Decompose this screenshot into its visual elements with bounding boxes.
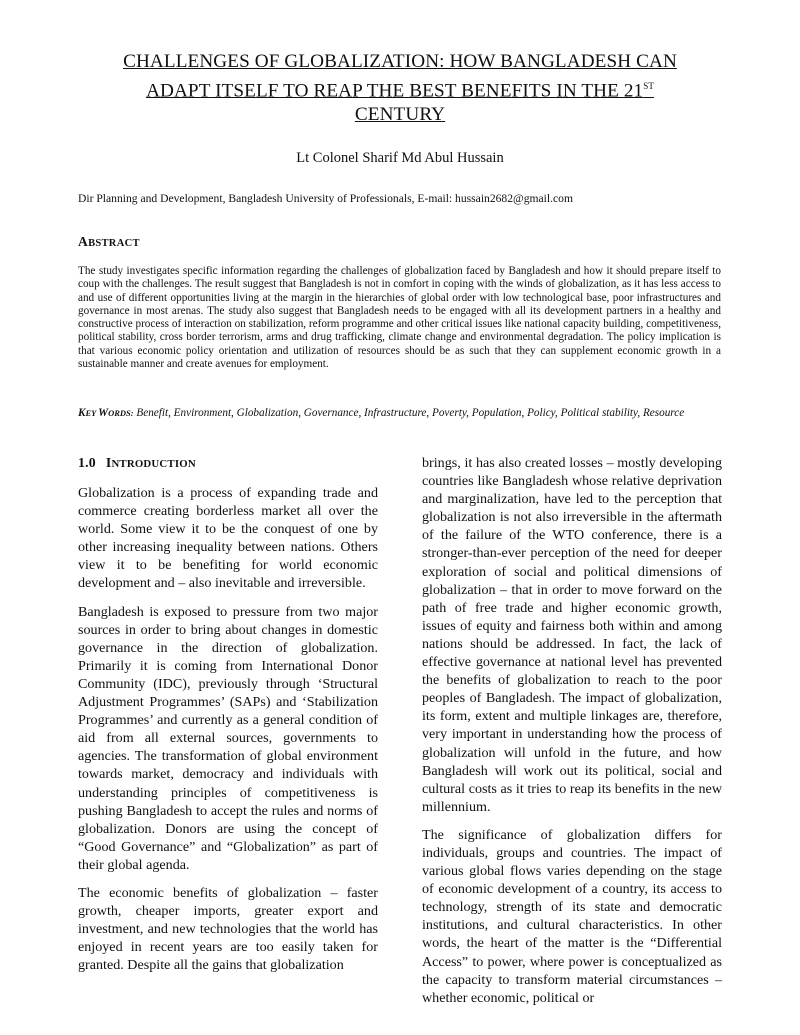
section-heading [78,454,378,474]
left-column [78,454,378,984]
author-affiliation: Dir Planning and Development, Bangladesh University of Professionals, E-mail: hussain2682@gmail.com [78,192,573,205]
title-line-2 [60,74,740,103]
keywords [78,406,721,420]
paragraph: Globalization is a process of expanding trade and commerce creating borderless market all over the world. Some view it to be the conquest of one by other increasing inequality between nations. Others view it to be benefiting for world economic development and – also inevitable and irreversible. [78,485,378,592]
abstract-heading-initial: A [78,234,89,249]
section-number: 1.0 [78,455,96,470]
keywords-label [78,407,134,419]
author-name: Lt Colonel Sharif Md Abul Hussain [296,150,504,166]
paper-title [60,50,740,127]
section-title-initial: I [105,455,112,470]
right-column [422,454,722,1017]
abstract-text: The study investigates specific information regarding the challenges of globalization faced by Bangladesh and how it should prepare itself to coup with the challenges. The result suggest that Bangladesh is not in comfort in coping with the winds of globalization, as it has less access to and use of different opportunities living at the margin in the hierarchies of global order with low technological base, poor infrastructures and governance in most arenas. The study also suggest that Bangladesh needs to be engaged with all its development partners in a healthy and constructive process of interaction on stabilization, reform programme and other critical issues like national capacity building, competitiveness, political stability, cross border terrorism, arms and drug trafficking, climate change and environmental degradation. The policy implication is that various economic policy orientation and utilization of resources should be as such that they can supplement economic growth in a sustainable manner and create avenues for employment. [78,265,721,371]
title-superscript: ST [643,81,654,91]
abstract-heading-rest: BSTRACT [88,238,140,249]
keywords-label-ey: EY [85,408,99,418]
section-title-rest: NTRODUCTION [111,458,196,470]
title-line-3: CENTURY [354,104,446,126]
paragraph: The economic benefits of globalization – faster growth, cheaper imports, greater export and investment, and new technologies that the world has enjoyed in recent years are too easily taken for granted. Despite all the gains that globalization [78,884,378,974]
keywords-label-ords: ORDS: [108,408,134,418]
paragraph: brings, it has also created losses – mostly developing countries like Bangladesh whose relative deprivation and marginalization, have led to the perception that globalization is not also irreversible in the aftermath of the failure of the WTO conference, there is a stronger-than-ever perception of the need for deeper exploration of social and political dimensions of globalization – that in order to move forward on the path of free trade and higher economic growth, issues of equity and fairness both within and among nations should be addressed. In fact, the lack of effective governance at national level has prevented the benefits of globalization to reach to the poor peoples of Bangladesh. The impact of globalization, its form, extent and multiple linkages are, therefore, very important in understanding how the process of globalization will unfold in the future, and how Bangladesh will work out its political, social and cultural costs as it tries to reap its benefits in the new millennium. [422,455,722,815]
title-line-2-text: ADAPT ITSELF TO REAP THE BEST BENEFITS IN THE 21 [146,80,644,102]
keywords-label-w: W [98,407,109,419]
paragraph: Bangladesh is exposed to pressure from two major sources in order to bring about changes in domestic governance in the direction of globalization. Primarily it is coming from International Donor Community (IDC), previously through ‘Structural Adjustment Programmes’ (SAPs) and ‘Stabilization Programmes’ and currently as a general condition of aid from all external sources, governments to agencies. The transformation of global environment towards market, democracy and individuals with understanding principles of competitiveness is pushing Bangladesh to accept the rules and norms of globalization. Donors are using the concept of “Good Governance” and “Globalization” as part of their global agenda. [78,603,378,873]
paragraph: The significance of globalization differs for individuals, groups and countries. The impact of various global flows varies depending on the stage of economic development of a country, its access to technology, strength of its state and democratic institutions, and cultural characteristics. In other words, the heart of the matter is the “Differential Access” to power, where power is conceptualized as the capacity to transform material circumstances – whether economic, political or [422,826,722,1006]
keywords-label-k: K [78,407,86,419]
title-line-1: CHALLENGES OF GLOBALIZATION: HOW BANGLADESH CAN [123,51,677,72]
abstract-heading [78,234,140,250]
keywords-text: Benefit, Environment, Globalization, Governance, Infrastructure, Poverty, Population, Policy, Political stability, Resource [136,407,685,419]
